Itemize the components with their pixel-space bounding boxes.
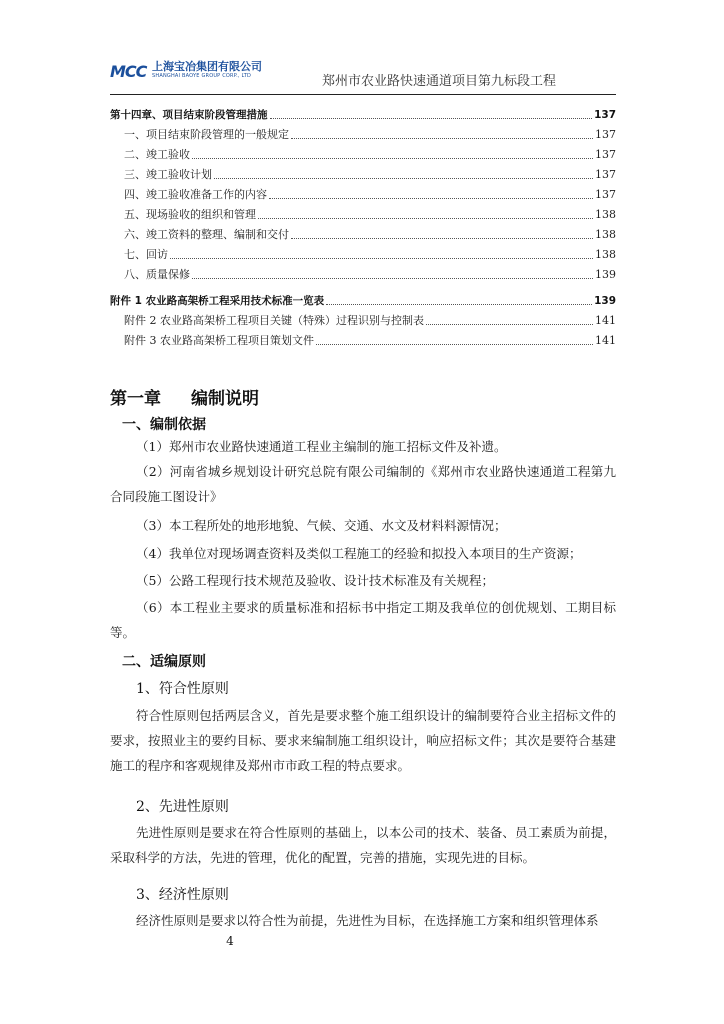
toc-entry-page: 137 [594, 109, 616, 121]
subsection-conformity: 1、符合性原则 [136, 681, 229, 697]
toc-entry [110, 102, 616, 122]
toc-entry-page: 137 [595, 168, 616, 181]
basis-item-2: （2）河南省城乡规划设计研究总院有限公司编制的《郑州市农业路快速通道工程第九合同段施工图设计》 [110, 464, 616, 504]
logo-company-name-en: SHANGHAI BAOYE GROUP CORP., LTD [152, 73, 252, 79]
toc-entry [110, 182, 616, 202]
toc-entry-title: 附件 3 农业路高架桥工程项目策划文件 [124, 334, 314, 347]
toc-entry-page: 138 [595, 248, 616, 261]
company-logo [110, 56, 260, 88]
conformity-text: 符合性原则包括两层含义，首先是要求整个施工组织设计的编制要符合业主招标文件的要求，按照业主的要约目标、要求来编制施工组织设计，响应招标文件；其次是要符合基建施工的程序和客观规律及郑州市市政工程的特点要求。 [110, 708, 616, 773]
toc-entry-page: 137 [595, 128, 616, 141]
toc-entry [110, 142, 616, 162]
toc-leader-dots [426, 324, 593, 325]
toc-leader-dots [258, 218, 593, 219]
table-of-contents [110, 96, 616, 348]
basis-item-4: （4）我单位对现场调查资料及类似工程施工的经验和拟投入本项目的生产资源； [136, 546, 582, 561]
toc-entry-title: 八、质量保修 [124, 268, 190, 281]
toc-leader-dots [291, 238, 593, 239]
toc-entry-page: 139 [594, 295, 616, 307]
subsection-advanced: 2、先进性原则 [136, 799, 229, 815]
chapter-title: 编制说明 [191, 389, 259, 409]
toc-entry-title: 六、竣工资料的整理、编制和交付 [124, 228, 289, 241]
toc-leader-dots [270, 118, 593, 119]
section-heading-principles: 二、适编原则 [122, 654, 206, 670]
toc-entry [110, 162, 616, 182]
toc-entry-page: 138 [595, 208, 616, 221]
toc-entry-page: 137 [595, 188, 616, 201]
toc-entry-title: 三、竣工验收计划 [124, 168, 212, 181]
logo-mark: MCC [110, 62, 147, 81]
toc-leader-dots [214, 178, 593, 179]
economy-text: 经济性原则是要求以符合性为前提，先进性为目标，在选择施工方案和组织管理体系 [136, 913, 599, 928]
toc-entry [110, 328, 616, 348]
toc-entry-page: 141 [595, 334, 616, 347]
toc-entry-page: 138 [595, 228, 616, 241]
toc-entry [110, 222, 616, 242]
toc-entry [110, 308, 616, 328]
toc-entry-title: 四、竣工验收准备工作的内容 [124, 188, 267, 201]
basis-item-1: （1）郑州市农业路快速通道工程业主编制的施工招标文件及补遗。 [136, 439, 507, 454]
section-heading-basis: 一、编制依据 [122, 417, 206, 433]
toc-entry [110, 288, 616, 308]
toc-entry-title: 五、现场验收的组织和管理 [124, 208, 256, 221]
toc-entry-title: 附件 1 农业路高架桥工程采用技术标准一览表 [110, 295, 325, 307]
header-title: 郑州市农业路快速通道项目第九标段工程 [321, 74, 556, 89]
advanced-text: 先进性原则是要求在符合性原则的基础上，以本公司的技术、装备、员工素质为前提，采取科学的方法，先进的管理，优化的配置，完善的措施，实现先进的目标。 [110, 825, 616, 865]
toc-entry [110, 122, 616, 142]
toc-leader-dots [170, 258, 593, 259]
basis-item-5: （5）公路工程现行技术规范及验收、设计技术标准及有关规程； [136, 573, 494, 588]
toc-leader-dots [192, 278, 593, 279]
logo-company-name: 上海宝冶集团有限公司 [152, 60, 262, 73]
basis-item-3: （3）本工程所处的地形地貌、气候、交通、水文及材料料源情况； [136, 518, 507, 533]
toc-leader-dots [316, 344, 593, 345]
toc-entry [110, 202, 616, 222]
toc-leader-dots [291, 138, 593, 139]
page-header [110, 54, 616, 94]
toc-entry [110, 262, 616, 282]
toc-leader-dots [192, 158, 593, 159]
toc-entry-page: 141 [595, 314, 616, 327]
toc-entry-title: 附件 2 农业路高架桥工程项目关键（特殊）过程识别与控制表 [124, 314, 424, 327]
toc-entry-page: 137 [595, 148, 616, 161]
toc-entry-title: 七、回访 [124, 248, 168, 261]
chapter-number: 第一章 [110, 389, 161, 409]
header-divider [110, 94, 616, 95]
chapter-heading [110, 384, 259, 409]
toc-entry-title: 第十四章、项目结束阶段管理措施 [110, 109, 268, 121]
toc-entry-page: 139 [595, 268, 616, 281]
toc-leader-dots [269, 198, 593, 199]
toc-entry-title: 一、项目结束阶段管理的一般规定 [124, 128, 289, 141]
toc-entry-title: 二、竣工验收 [124, 148, 190, 161]
basis-item-6: （6）本工程业主要求的质量标准和招标书中指定工期及我单位的创优规划、工期目标等。 [110, 600, 616, 640]
toc-entry [110, 242, 616, 262]
page-number: 4 [226, 934, 234, 948]
subsection-economy: 3、经济性原则 [136, 887, 229, 903]
toc-leader-dots [326, 304, 592, 305]
